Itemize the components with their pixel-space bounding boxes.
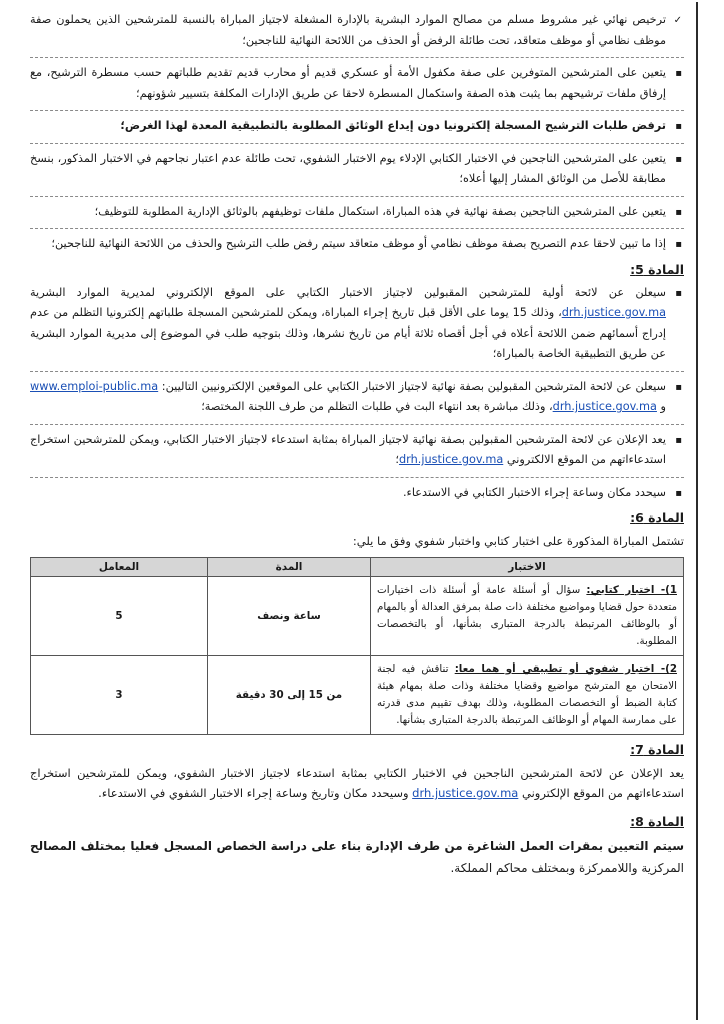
- article-5-bullet-1: ▪ سيعلن عن لائحة أولية للمترشحين المقبولين لاجتياز الاختبار الكتابي على الموقع الإلكتروني لمديرية الموارد البشرية drh.justice.gov.ma، وذلك 15 يوما على الأقل قبل تاريخ إجراء المباراة، ويمكن للمترشحين المسجلة طلباتهم إلكترونيا التظلم من عدم إدراج أسمائهم ضمن اللائحة أعلاه في أجل أقصاه ثلاثة أيام من تاريخ نشرها، وذلك بتوجيه طلب في الموضوع إلى مديرية الموارد البشرية عن طريق التطبيقية الخاصة بالمباراة؛: [30, 285, 682, 360]
- exam-title: 1)- اختبار كتابي:: [586, 584, 677, 596]
- page-margin-line: [696, 2, 698, 1020]
- table-row: [31, 656, 684, 735]
- exam-duration: ساعة ونصف: [208, 577, 371, 656]
- article-5-heading: المادة 5:: [630, 261, 684, 277]
- square-bullet-icon: ▪: [675, 434, 682, 446]
- drh-justice-link[interactable]: drh.justice.gov.ma: [561, 306, 666, 319]
- table-row: [31, 577, 684, 656]
- header-coefficient: المعامل: [31, 558, 208, 577]
- exam-coefficient: 5: [31, 577, 208, 656]
- exam-description: 2)- اختبار شفوي أو تطبيقي أو هما معا: تناقش فيه لجنة الامتحان مع المترشح مواضيع وقضايا مختلفة وذات صلة بمهام هيئة كتابة الضبط أو التخصصات المطلوبة، وذلك بهدف تقييم مدى قدرته على ممارسة المهام أو الوظائف المرتبطة بالدرجة المتبارى بشأنها.: [371, 656, 684, 735]
- article-7-text: يعد الإعلان عن لائحة المترشحين الناجحين في الاختبار الكتابي بمثابة استدعاء لاجتياز الاختبار الشفوي، ويمكن للمترشحين استخراج استدعاءاتهم من الموقع الإلكتروني drh.justice.gov.ma وسيحدد مكان وتاريخ وساعة إجراء الاختبار الشفوي في الاستدعاء.: [30, 766, 684, 800]
- divider: [30, 57, 684, 58]
- square-bullet-icon: ▪: [675, 381, 682, 393]
- divider: [30, 371, 684, 372]
- article-8-heading: المادة 8:: [630, 814, 684, 829]
- article-5-bullet-3: ▪ يعد الإعلان عن لائحة المترشحين المقبولين بصفة نهائية لاجتياز المباراة بمثابة استدعاء لاجتياز الاختبار الكتابي، ويمكن للمترشحين استخراج استدعاءاتهم من الموقع الالكتروني drh.justice.gov.ma؛: [30, 432, 682, 466]
- header-exam: الاختبار: [371, 558, 684, 577]
- emploi-public-link[interactable]: www.emploi-public.ma: [30, 379, 159, 393]
- article-5-bullet-2: ▪ سيعلن عن لائحة المترشحين المقبولين بصفة نهائية لاجتياز الاختبار الكتابي على الموقعين الإلكترونيين التاليين: www.emploi-public.ma و drh.justice.gov.ma، وذلك مباشرة بعد انتهاء البت في طلبات التظلم من طرف اللجنة المختصة؛: [30, 379, 682, 413]
- article-5-bullet-4: ▪ سيحدد مكان وساعة إجراء الاختبار الكتابي في الاستدعاء.: [30, 483, 684, 504]
- header-duration: المدة: [208, 558, 371, 577]
- divider: [30, 477, 684, 478]
- document-page: [26, 2, 698, 1020]
- square-bullet-icon: ▪: [675, 68, 682, 79]
- divider: [30, 143, 684, 144]
- divider: [30, 196, 684, 197]
- requirement-rejection: ▪ ترفض طلبات الترشيح المسجلة إلكترونيا دون إيداع الوثائق المطلوبة بالتطبيقية المعدة لهذا الغرض؛: [30, 116, 684, 137]
- square-bullet-icon: ▪: [675, 206, 682, 218]
- exam-table: [30, 557, 684, 735]
- square-bullet-icon: ▪: [675, 239, 682, 250]
- requirement-final-files: ▪ يتعين على المترشحين الناجحين بصفة نهائية في هذه المباراة، استكمال ملفات توظيفهم بالوثائق الإدارية المطلوبة للتوظيف؛: [30, 202, 684, 223]
- exam-coefficient: 3: [31, 656, 208, 735]
- check-icon: ✓: [673, 15, 682, 26]
- exam-table-header-row: [31, 558, 684, 577]
- exam-title: 2)- اختبار شفوي أو تطبيقي أو هما معا:: [454, 663, 677, 675]
- drh-justice-link[interactable]: drh.justice.gov.ma: [552, 400, 657, 413]
- article-7-heading: المادة 7:: [630, 742, 684, 757]
- article-8-text: سيتم التعيين بمقرات العمل الشاغرة من طرف الإدارة بناء على دراسة الخصاص المسجل فعليا بمختلف المصالح المركزية واللاممركزة وبمختلف محاكم المملكة.: [30, 839, 684, 875]
- document-content: [30, 10, 684, 885]
- divider: [30, 110, 684, 111]
- divider: [30, 228, 684, 229]
- requirement-permit: ✓ ترخيص نهائي غير مشروط مسلم من مصالح الموارد البشرية بالإدارة المشغلة لاجتياز المباراة بالنسبة للمترشحين الذين يحملون صفة موظف نظامي أو موظف متعاقد، تحت طائلة الرفض أو الحذف من اللائحة النهائية للناجحين؛: [30, 13, 682, 47]
- square-bullet-icon: ▪: [675, 153, 682, 165]
- square-bullet-icon: ▪: [675, 287, 682, 299]
- requirement-declaration: ▪ إذا ما تبين لاحقا عدم التصريح بصفة موظف نظامي أو موظف متعاقد سيتم رفض طلب الترشيح والحذف من اللائحة النهائية للناجحين؛: [30, 234, 684, 255]
- drh-justice-link[interactable]: drh.justice.gov.ma: [398, 453, 504, 466]
- requirement-oral-copies: ▪ يتعين على المترشحين الناجحين في الاختبار الكتابي الإدلاء يوم الاختبار الشفوي، تحت طائلة عدم اعتبار نجاحهم في الاختبار المذكور، بنسخ مطابقة للأصل من الوثائق المشار إليها أعلاه؛: [30, 151, 682, 185]
- article-6-intro: تشتمل المباراة المذكورة على اختبار كتابي واختبار شفوي وفق ما يلي:: [352, 534, 684, 548]
- exam-description: 1)- اختبار كتابي: سؤال أو أسئلة عامة أو أسئلة ذات اختيارات متعددة حول قضايا ومواضيع مختلفة ذات صلة بمرفق العدالة أو بالمهام أو بالوظائف المرتبطة بالدرجة المتبارى بشأنها، أو بالتخصصات المطلوبة.: [371, 577, 684, 656]
- exam-duration: من 15 إلى 30 دقيقة: [208, 656, 371, 735]
- divider: [30, 424, 684, 425]
- square-bullet-icon: ▪: [675, 487, 682, 499]
- article-6-heading: المادة 6:: [630, 510, 684, 525]
- requirement-special-status: ▪ يتعين على المترشحين المتوفرين على صفة مكفول الأمة أو عسكري قديم أو محارب قديم تقديم طلباتهم حسب مسطرة الترشيح، مع إرفاق ملفات ترشيحهم بما يثبت هذه الصفة واستكمال المسطرة لاحقا عن طريق الإدارات المكلفة بتسيير شؤونهم؛: [30, 66, 682, 100]
- square-bullet-icon: ▪: [675, 121, 682, 132]
- drh-justice-link[interactable]: drh.justice.gov.ma: [412, 786, 519, 800]
